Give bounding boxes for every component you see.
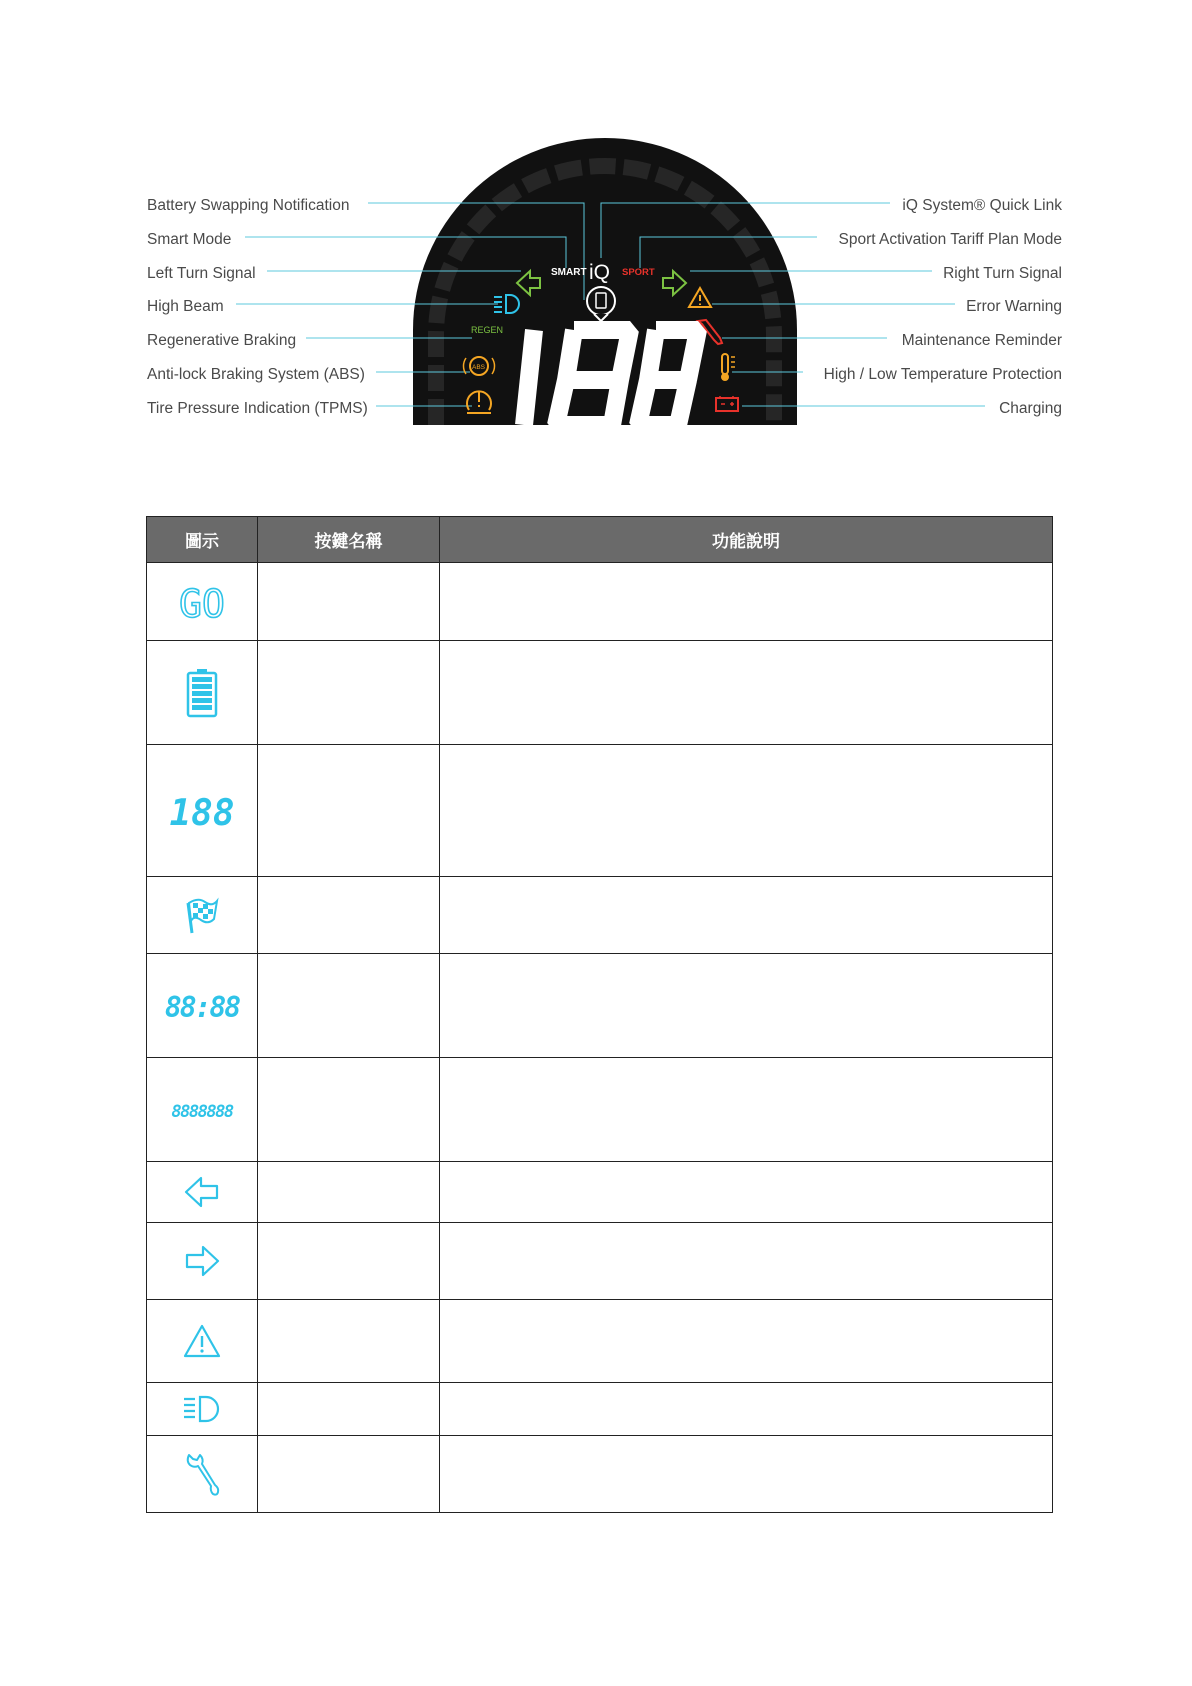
iq-logo: iQ (589, 261, 610, 284)
table-row (147, 954, 1053, 1058)
name-cell (258, 877, 440, 954)
sport-label: SPORT (622, 267, 655, 278)
name-cell (258, 1300, 440, 1383)
dashboard-diagram (0, 0, 1192, 440)
name-cell (258, 954, 440, 1058)
description-cell (440, 877, 1053, 954)
callout-maintenance-reminder: Maintenance Reminder (901, 332, 1062, 349)
name-cell (258, 1058, 440, 1162)
icon-cell (147, 1058, 258, 1162)
icon-cell (147, 745, 258, 877)
icon-cell (147, 1223, 258, 1300)
table-row (147, 641, 1053, 745)
description-cell (440, 563, 1053, 641)
callout-tpms: Tire Pressure Indication (TPMS) (147, 400, 368, 417)
icon-cell (147, 1436, 258, 1513)
callout-temperature-protection: High / Low Temperature Protection (823, 366, 1062, 383)
icon-cell (147, 1300, 258, 1383)
callout-right-turn-signal: Right Turn Signal (943, 265, 1062, 282)
name-cell (258, 641, 440, 745)
table-row (147, 1162, 1053, 1223)
wrench-icon (184, 1451, 220, 1497)
table-row (147, 1058, 1053, 1162)
description-cell (440, 745, 1053, 877)
callout-high-beam: High Beam (147, 298, 224, 315)
icon-cell (147, 563, 258, 641)
header-icon: 圖示 (147, 517, 258, 563)
description-cell (440, 954, 1053, 1058)
table-row (147, 1383, 1053, 1436)
table-row (147, 1300, 1053, 1383)
table-row (147, 745, 1053, 877)
description-cell (440, 1383, 1053, 1436)
callout-charging: Charging (999, 400, 1062, 417)
icon-cell (147, 954, 258, 1058)
callout-iq-quick-link: iQ System® Quick Link (902, 197, 1062, 214)
description-cell (440, 1436, 1053, 1513)
icon-cell (147, 877, 258, 954)
high-beam-icon (182, 1394, 222, 1424)
svg-text:8888888: 8888888 (171, 1101, 233, 1122)
warning-triangle-icon (182, 1323, 222, 1359)
name-cell (258, 1162, 440, 1223)
description-cell (440, 1058, 1053, 1162)
name-cell (258, 563, 440, 641)
table-row (147, 877, 1053, 954)
description-cell (440, 641, 1053, 745)
header-description: 功能說明 (440, 517, 1053, 563)
icon-cell (147, 1162, 258, 1223)
name-cell (258, 1223, 440, 1300)
callout-battery-swapping: Battery Swapping Notification (147, 197, 350, 214)
speed-digits-icon (169, 791, 235, 834)
odometer-digits-icon (164, 1098, 240, 1122)
table-row (147, 563, 1053, 641)
regen-label: REGEN (471, 325, 504, 335)
description-cell (440, 1162, 1053, 1223)
battery-icon (185, 668, 219, 718)
svg-text:88:88: 88:88 (164, 990, 240, 1024)
callout-smart-mode: Smart Mode (147, 231, 232, 248)
icon-spec-table (146, 516, 1053, 1513)
table-header-row (147, 517, 1053, 563)
callout-regenerative-braking: Regenerative Braking (147, 332, 297, 349)
icon-cell (147, 1383, 258, 1436)
callout-left-turn-signal: Left Turn Signal (147, 265, 256, 282)
callout-sport-mode: Sport Activation Tariff Plan Mode (838, 231, 1062, 248)
abs-label: ABS (472, 364, 486, 371)
svg-text:GO: GO (179, 581, 225, 626)
checkered-flag-icon (184, 895, 220, 935)
smart-label: SMART (551, 267, 587, 278)
left-arrow-icon (184, 1176, 220, 1208)
callout-error-warning: Error Warning (966, 298, 1062, 315)
table-row (147, 1223, 1053, 1300)
name-cell (258, 1383, 440, 1436)
svg-text:188: 188 (169, 792, 235, 834)
right-arrow-icon (184, 1245, 220, 1277)
go-icon (178, 581, 226, 626)
header-button-name: 按鍵名稱 (258, 517, 440, 563)
callout-abs: Anti-lock Braking System (ABS) (147, 366, 365, 383)
description-cell (440, 1300, 1053, 1383)
icon-cell (147, 641, 258, 745)
clock-digits-icon (164, 989, 240, 1024)
name-cell (258, 745, 440, 877)
name-cell (258, 1436, 440, 1513)
table-row (147, 1436, 1053, 1513)
description-cell (440, 1223, 1053, 1300)
